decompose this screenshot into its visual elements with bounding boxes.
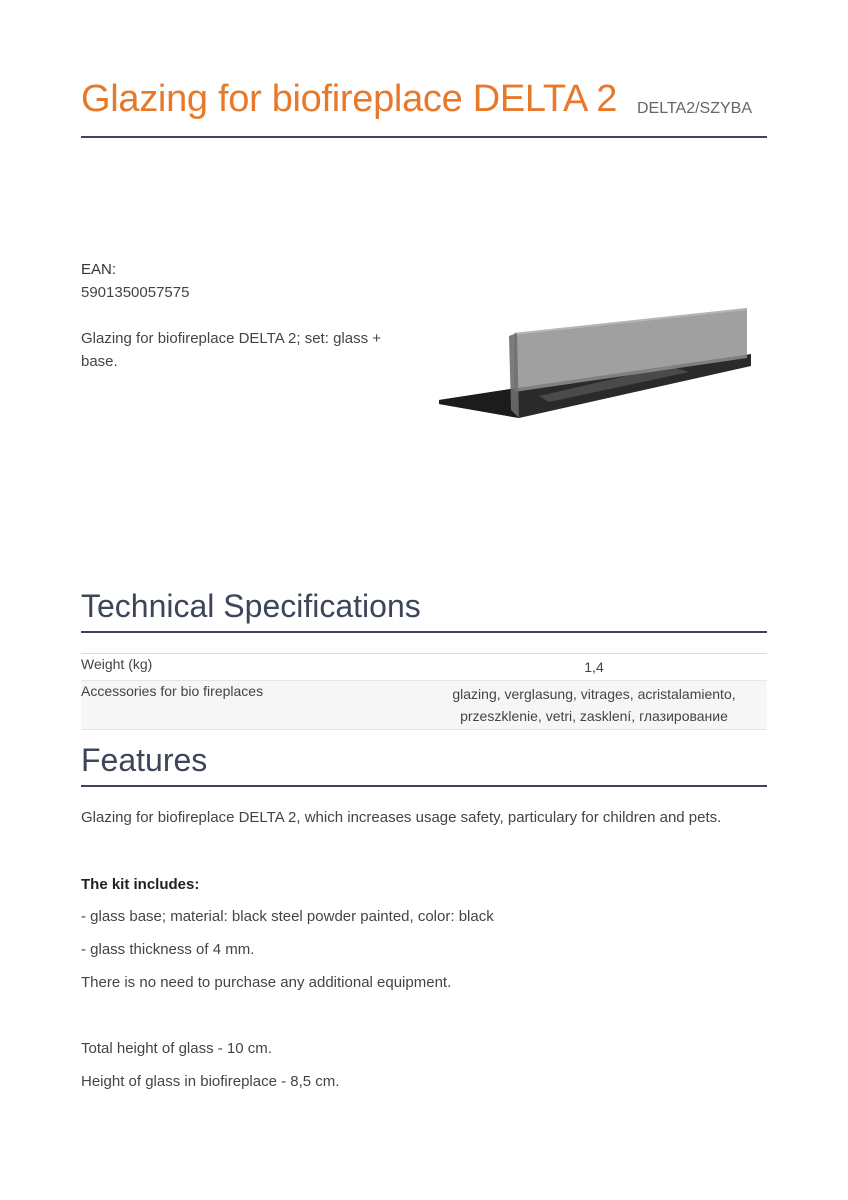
ean-label: EAN:: [81, 261, 117, 278]
spec-table: [81, 653, 767, 730]
total-height: Total height of glass - 10 cm.: [81, 1040, 272, 1057]
section-heading-technical: Technical Specifications: [81, 588, 767, 633]
short-description: Glazing for biofireplace DELTA 2; set: glass + base.: [81, 330, 382, 370]
no-need-note: There is no need to purchase any additional equipment.: [81, 974, 452, 991]
kit-heading: The kit includes:: [81, 876, 200, 893]
table-row: [81, 681, 767, 730]
table-row: [81, 654, 767, 681]
kit-item: - glass thickness of 4 mm.: [81, 941, 255, 958]
kit-item: - glass base; material: black steel powder painted, color: black: [81, 908, 494, 925]
height-in-fireplace: Height of glass in biofireplace - 8,5 cm.: [81, 1073, 340, 1090]
section-heading-features: Features: [81, 742, 767, 787]
spec-key: Accessories for bio fireplaces: [81, 683, 264, 699]
page-title: Glazing for biofireplace DELTA 2: [81, 78, 618, 120]
product-image: [439, 300, 769, 430]
spec-value: 1,4: [584, 659, 604, 675]
spec-value: glazing, verglasung, vitrages, acristalamiento, przeszklenie, vetri, zasklení, глазирование: [452, 686, 736, 724]
features-intro: Glazing for biofireplace DELTA 2, which increases usage safety, particulary for children and pets.: [81, 809, 722, 826]
product-sku: DELTA2/SZYBA: [637, 100, 752, 117]
spec-key: Weight (kg): [81, 656, 153, 672]
title-row: [81, 78, 767, 138]
ean-value: 5901350057575: [81, 284, 190, 301]
